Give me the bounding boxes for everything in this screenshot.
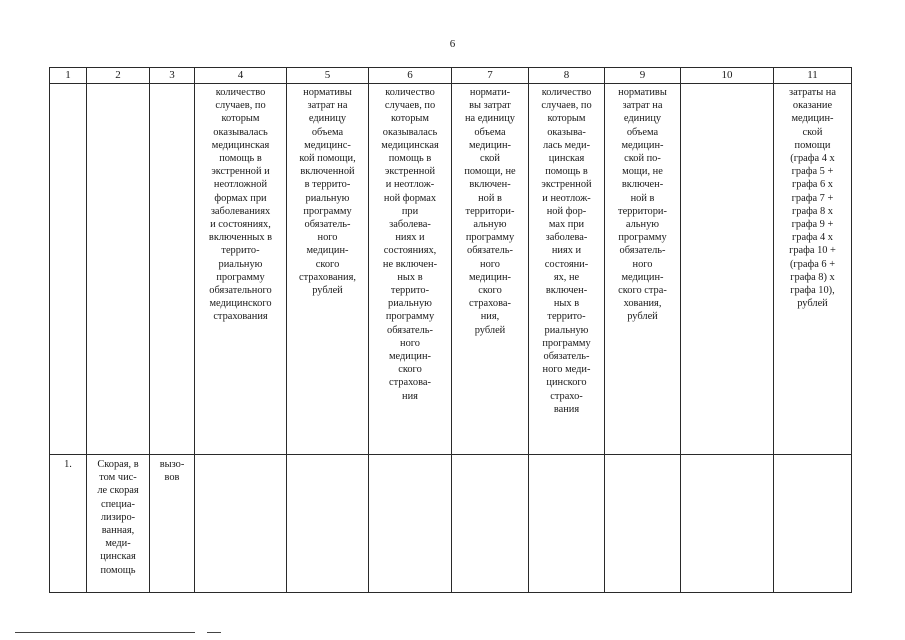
column-number-row [50, 68, 852, 84]
care-type-cell: Скорая, в том чис- ле скорая специа- лизиро- ванная, меди- цинская помощь [87, 455, 150, 593]
table-cell [369, 455, 452, 593]
column-number: 6 [369, 68, 452, 84]
data-table [49, 67, 852, 593]
footnote-divider [15, 632, 195, 633]
footnote-divider-short [207, 632, 221, 633]
table-cell [195, 455, 287, 593]
column-header: нормативы затрат на единицу объема медицинс- кой помощи, включенной в террито- риальную программу обязатель- ного медицин- ского страхования, рублей [287, 84, 369, 455]
column-header: количество случаев, по которым оказывалась медицинская помощь в экстренной и неотложной формах при заболеваниях и состояниях, включенных в террито- риальную программу обязательного медицинского страхования [195, 84, 287, 455]
table-cell [774, 455, 852, 593]
table-cell [529, 455, 605, 593]
page-number: 6 [449, 38, 456, 50]
row-number-cell: 1. [50, 455, 87, 593]
column-header: нормативы затрат на единицу объема медицин- ской по- мощи, не включен- ной в территори- альную программу обязатель- ного медицин- ского стра- хования, рублей [605, 84, 681, 455]
column-number: 11 [774, 68, 852, 84]
column-header: количество случаев, по которым оказывалась медицинская помощь в экстренной и неотлож- ной формах при заболева- ниях и состояниях, не включен- ных в террито- риальную программу обязатель- ного медицин- ского страхова- ния [369, 84, 452, 455]
column-number: 2 [87, 68, 150, 84]
column-header [150, 84, 195, 455]
table-cell [681, 455, 774, 593]
column-header [50, 84, 87, 455]
column-header: количество случаев, по которым оказыва- лась меди- цинская помощь в экстренной и неотлож- ной фор- мах при заболева- ниях и состояни- ях, не включен- ных в террито- риальную программу обязатель- ного меди- цинского страхо- вания [529, 84, 605, 455]
column-number: 4 [195, 68, 287, 84]
table-cell [287, 455, 369, 593]
table-row [50, 455, 852, 593]
column-number: 9 [605, 68, 681, 84]
unit-cell: вызо- вов [150, 455, 195, 593]
column-number: 3 [150, 68, 195, 84]
column-header: нормати- вы затрат на единицу объема медицин- ской помощи, не включен- ной в территори- альную программу обязатель- ного медицин- ского страхова- ния, рублей [452, 84, 529, 455]
column-number: 7 [452, 68, 529, 84]
column-header [87, 84, 150, 455]
table-cell [605, 455, 681, 593]
column-number: 1 [50, 68, 87, 84]
column-number: 5 [287, 68, 369, 84]
column-header [681, 84, 774, 455]
column-number: 10 [681, 68, 774, 84]
table-cell [452, 455, 529, 593]
column-header: затраты на оказание медицин- ской помощи (графа 4 х графа 5 + графа 6 х графа 7 + графа 8 х графа 9 + графа 4 х графа 10 + (графа 6 + графа 8) х графа 10), рублей [774, 84, 852, 455]
column-number: 8 [529, 68, 605, 84]
column-header-row [50, 84, 852, 455]
